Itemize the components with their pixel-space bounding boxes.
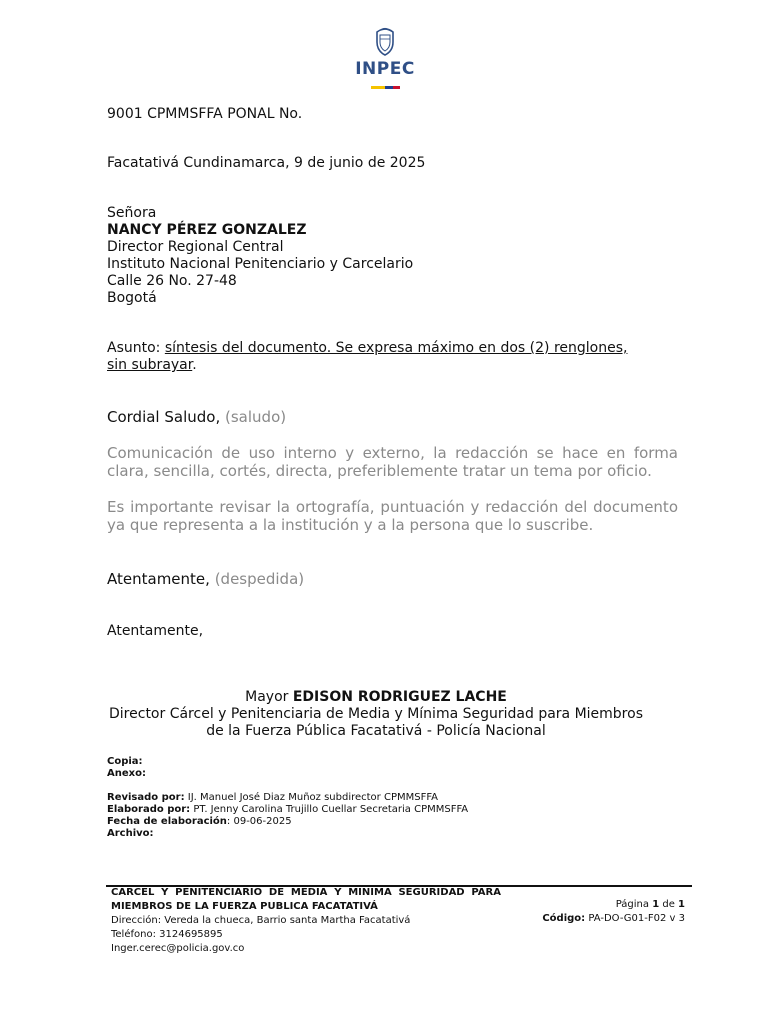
revisado-value: IJ. Manuel José Diaz Muñoz subdirector CPMMSFFA <box>184 792 439 803</box>
signer-title-line1: Director Cárcel y Penitenciaria de Media y Mínima Seguridad para Miembros <box>109 706 643 722</box>
revisado-label: Revisado por: <box>107 792 185 803</box>
document-code: Código: PA-DO-G01-F02 v 3 <box>542 913 685 924</box>
fecha-value: : 09-06-2025 <box>226 816 292 827</box>
subject-block <box>107 340 687 374</box>
signer-block <box>100 689 652 740</box>
recipient-role: Director Regional Central <box>107 239 284 255</box>
signer-title-line2: de la Fuerza Pública Facatativá - Policía Nacional <box>206 723 546 739</box>
footer-org <box>111 886 501 956</box>
footer-meta <box>500 898 685 926</box>
subject-line1: síntesis del documento. Se expresa máximo en dos (2) renglones, <box>164 340 628 356</box>
closing <box>107 570 304 588</box>
signer-name: EDISON RODRIGUEZ LACHE <box>292 689 507 705</box>
anexo-label: Anexo: <box>107 768 146 779</box>
closing-hint: (despedida) <box>214 570 305 588</box>
subject-line2-end: . <box>192 357 197 373</box>
greeting-hint: (saludo) <box>225 408 287 426</box>
page-indicator: Página 1 de 1 <box>615 899 685 910</box>
subject-label: Asunto: <box>107 340 165 356</box>
archivo-label: Archivo: <box>107 828 154 839</box>
recipient-salutation: Señora <box>107 205 157 221</box>
closing-2: Atentamente, <box>107 623 204 639</box>
recipient-institution: Instituto Nacional Penitenciario y Carcelario <box>107 256 414 272</box>
greeting <box>107 408 286 426</box>
footer-address: Dirección: Vereda la chueca, Barrio santa Martha Facatativá <box>111 915 411 926</box>
body-paragraph-2: Es importante revisar la ortografía, puntuación y redacción del documento ya que representa a la institución y a la persona que lo suscribe. <box>107 498 678 534</box>
coat-of-arms-icon <box>373 26 397 56</box>
flag-stripe <box>371 86 400 89</box>
inpec-logo <box>352 26 418 92</box>
fecha-label: Fecha de elaboración <box>107 816 227 827</box>
closing-text: Atentamente, <box>107 570 210 588</box>
footer-org-line2: MIEMBROS DE LA FUERZA PUBLICA FACATATIVÁ <box>111 901 378 912</box>
footer-org-line1: CARCEL Y PENITENCIARIO DE MEDIA Y MINIMA SEGURIDAD PARA <box>111 887 501 898</box>
recipient-name: NANCY PÉREZ GONZALEZ <box>107 222 307 238</box>
copia-label: Copia: <box>107 756 143 767</box>
elaborado-value: PT. Jenny Carolina Trujillo Cuellar Secretaria CPMMSFFA <box>190 804 469 815</box>
logo-text: INPEC <box>355 59 415 79</box>
recipient-block <box>107 205 607 307</box>
greeting-text: Cordial Saludo, <box>107 408 221 426</box>
signer-rank: Mayor <box>245 689 289 705</box>
place-date: Facatativá Cundinamarca, 9 de junio de 2025 <box>107 155 426 171</box>
recipient-address: Calle 26 No. 27-48 <box>107 273 237 289</box>
body-paragraph-1: Comunicación de uso interno y externo, la redacción se hace en forma clara, sencilla, cortés, directa, preferiblemente tratar un tema por oficio. <box>107 444 678 480</box>
annex-block <box>107 756 607 840</box>
subject-line2: sin subrayar <box>107 357 193 373</box>
reference-number: 9001 CPMMSFFA PONAL No. <box>107 106 303 122</box>
elaborado-label: Elaborado por: <box>107 804 191 815</box>
footer-phone: Teléfono: 3124695895 <box>111 929 223 940</box>
recipient-city: Bogotá <box>107 290 157 306</box>
footer-email: Inger.cerec@policia.gov.co <box>111 943 245 954</box>
